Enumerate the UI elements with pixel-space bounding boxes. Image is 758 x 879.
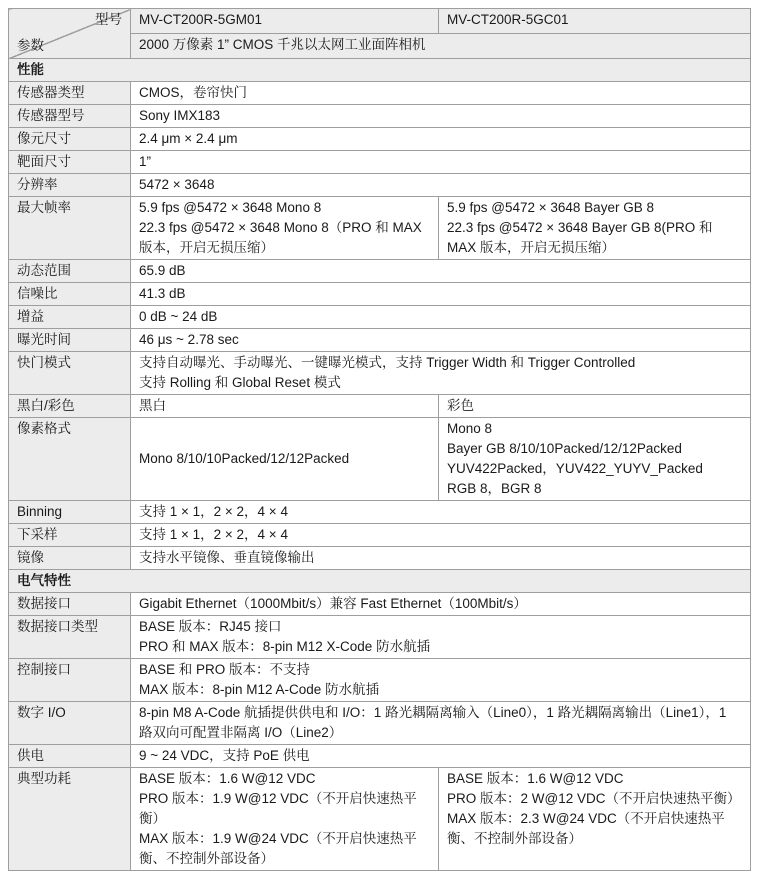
table-row: [9, 306, 751, 329]
spec-value: [131, 283, 751, 306]
spec-rows: [9, 9, 751, 871]
row-label: 像元尺寸: [9, 128, 131, 151]
spec-value-line: 9 ~ 24 VDC，支持 PoE 供电: [139, 748, 310, 763]
spec-value-line: 2.4 μm × 2.4 μm: [139, 131, 238, 146]
spec-value-line: Mono 8/10/10Packed/12/12Packed: [139, 451, 350, 466]
spec-value: [131, 329, 751, 352]
spec-value: [131, 659, 751, 702]
table-row: [9, 82, 751, 105]
spec-value-line: PRO 和 MAX 版本：8-pin M12 X-Code 防水航插: [139, 639, 431, 654]
diagonal-header-cell: [9, 9, 131, 59]
spec-value-line: 5.9 fps @5472 × 3648 Bayer GB 8: [447, 200, 654, 215]
spec-value-line: 65.9 dB: [139, 263, 186, 278]
spec-value-line: CMOS，卷帘快门: [139, 85, 247, 100]
row-label: 数据接口: [9, 593, 131, 616]
camera-description: 2000 万像素 1” CMOS 千兆以太网工业面阵相机: [131, 34, 751, 59]
table-row: [9, 352, 751, 395]
spec-value: [131, 593, 751, 616]
table-row: [9, 659, 751, 702]
spec-value-line: 支持自动曝光、手动曝光、一键曝光模式，支持 Trigger Width 和 Trigger Controlled: [139, 355, 636, 370]
table-row: [9, 329, 751, 352]
spec-value: [131, 151, 751, 174]
table-row: [9, 197, 751, 260]
spec-value: [131, 260, 751, 283]
table-row: [9, 395, 751, 418]
spec-value: [131, 105, 751, 128]
spec-value-line: MAX 版本：8-pin M12 A-Code 防水航插: [139, 682, 380, 697]
spec-value: [131, 352, 751, 395]
spec-value-line: 支持水平镜像、垂直镜像输出: [139, 550, 315, 565]
section-header: 性能: [9, 59, 751, 82]
spec-value-line: PRO 版本：2 W@12 VDC（不开启快速热平衡）: [447, 791, 741, 806]
row-label: 动态范围: [9, 260, 131, 283]
spec-value-line: BASE 版本：1.6 W@12 VDC: [139, 771, 316, 786]
spec-value-line: MAX 版本：2.3 W@24 VDC（不开启快速热平衡、不控制外部设备）: [447, 811, 725, 846]
table-row: [9, 745, 751, 768]
row-label: 传感器型号: [9, 105, 131, 128]
spec-value-line: 支持 1 × 1，2 × 2，4 × 4: [139, 504, 288, 519]
spec-value: [439, 395, 751, 418]
spec-value: [439, 768, 751, 871]
spec-value: [131, 82, 751, 105]
spec-value-line: 0 dB ~ 24 dB: [139, 309, 218, 324]
spec-value-line: 8-pin M8 A-Code 航插提供供电和 I/O：1 路光耦隔离输入（Line0），1 路光耦隔离输出（Line1），1 路双向可配置非隔离 I/O（Line2）: [139, 705, 727, 740]
spec-value-line: 22.3 fps @5472 × 3648 Mono 8（PRO 和 MAX 版本，开启无损压缩）: [139, 220, 422, 255]
row-label: Binning: [9, 501, 131, 524]
row-label: 数字 I/O: [9, 702, 131, 745]
spec-value: [131, 306, 751, 329]
spec-value: [131, 395, 439, 418]
row-label: 增益: [9, 306, 131, 329]
model-name-color: MV-CT200R-5GC01: [439, 9, 751, 34]
table-row: [9, 524, 751, 547]
table-row: [9, 128, 751, 151]
spec-value-line: MAX 版本：1.9 W@24 VDC（不开启快速热平衡、不控制外部设备）: [139, 831, 417, 866]
spec-table: [8, 8, 751, 871]
section-header: 电气特性: [9, 570, 751, 593]
spec-value: [131, 174, 751, 197]
spec-value-line: Sony IMX183: [139, 108, 221, 123]
spec-value-line: Bayer GB 8/10/10Packed/12/12Packed: [447, 441, 682, 456]
spec-value: [131, 418, 439, 501]
row-label: 镜像: [9, 547, 131, 570]
row-label: 控制接口: [9, 659, 131, 702]
section-row: [9, 570, 751, 593]
spec-value: [131, 197, 439, 260]
row-label: 下采样: [9, 524, 131, 547]
spec-value-line: 黑白: [139, 398, 166, 413]
table-row: [9, 593, 751, 616]
spec-value-line: Mono 8: [447, 421, 493, 436]
spec-value-line: BASE 版本：RJ45 接口: [139, 619, 282, 634]
spec-value: [131, 768, 439, 871]
spec-value-line: 支持 1 × 1，2 × 2，4 × 4: [139, 527, 288, 542]
row-label: 靶面尺寸: [9, 151, 131, 174]
row-label: 最大帧率: [9, 197, 131, 260]
table-row: [9, 105, 751, 128]
spec-value-line: 支持 Rolling 和 Global Reset 模式: [139, 375, 341, 390]
corner-label-parameter: 参数: [17, 38, 44, 53]
spec-value: [439, 197, 751, 260]
spec-value-line: BASE 版本：1.6 W@12 VDC: [447, 771, 624, 786]
row-label: 传感器类型: [9, 82, 131, 105]
spec-value-line: 5.9 fps @5472 × 3648 Mono 8: [139, 200, 322, 215]
spec-value-line: PRO 版本：1.9 W@12 VDC（不开启快速热平衡）: [139, 791, 417, 826]
row-label: 分辨率: [9, 174, 131, 197]
table-row: [9, 260, 751, 283]
spec-value-line: RGB 8，BGR 8: [447, 481, 542, 496]
section-row: [9, 59, 751, 82]
spec-value-line: Gigabit Ethernet（1000Mbit/s）兼容 Fast Ethernet（100Mbit/s）: [139, 596, 527, 611]
table-row: [9, 151, 751, 174]
spec-value: [131, 547, 751, 570]
spec-value-line: 46 μs ~ 2.78 sec: [139, 332, 239, 347]
spec-value: [131, 128, 751, 151]
spec-value: [131, 702, 751, 745]
model-name-mono: MV-CT200R-5GM01: [131, 9, 439, 34]
corner-label-model: 型号: [95, 12, 122, 27]
row-label: 黑白/彩色: [9, 395, 131, 418]
table-row: [9, 174, 751, 197]
row-label: 供电: [9, 745, 131, 768]
row-label: 快门模式: [9, 352, 131, 395]
spec-value: [131, 524, 751, 547]
spec-value-line: 22.3 fps @5472 × 3648 Bayer GB 8(PRO 和 MAX 版本，开启无损压缩）: [447, 220, 713, 255]
table-row: [9, 418, 751, 501]
spec-value-line: 41.3 dB: [139, 286, 186, 301]
header-row-models: [9, 9, 751, 34]
row-label: 典型功耗: [9, 768, 131, 871]
row-label: 数据接口类型: [9, 616, 131, 659]
spec-value-line: 彩色: [447, 398, 474, 413]
spec-value: [131, 745, 751, 768]
row-label: 曝光时间: [9, 329, 131, 352]
spec-value: [131, 616, 751, 659]
spec-value-line: 1”: [139, 154, 152, 169]
spec-value: [439, 418, 751, 501]
spec-value-line: 5472 × 3648: [139, 177, 215, 192]
table-row: [9, 501, 751, 524]
spec-value-line: YUV422Packed，YUV422_YUYV_Packed: [447, 461, 703, 476]
table-row: [9, 547, 751, 570]
table-row: [9, 768, 751, 871]
table-row: [9, 283, 751, 306]
spec-value-line: BASE 和 PRO 版本：不支持: [139, 662, 311, 677]
table-row: [9, 616, 751, 659]
spec-value: [131, 501, 751, 524]
row-label: 信噪比: [9, 283, 131, 306]
table-row: [9, 702, 751, 745]
row-label: 像素格式: [9, 418, 131, 501]
